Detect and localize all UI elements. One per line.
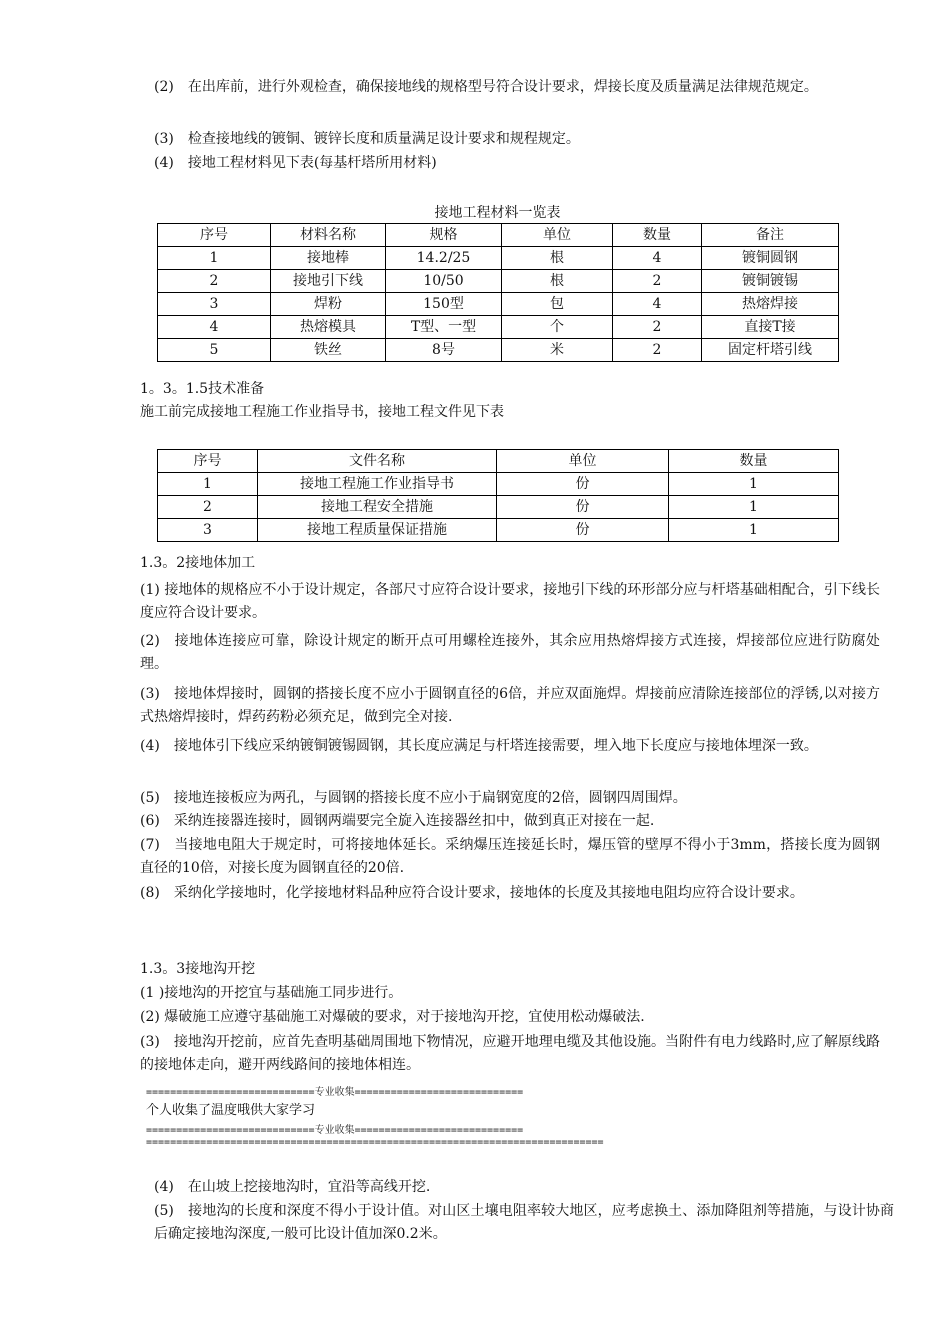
table-cell: 1 xyxy=(158,247,271,270)
table-cell: 热熔模具 xyxy=(271,316,386,339)
watermark-text: 个人收集了温度哦供大家学习 xyxy=(146,1103,316,1118)
paragraph-outbound-inspection: (2) 在出库前，进行外观检查，确保接地线的规格型号符合设计要求，焊接长度及质量满足法律规范规定。 xyxy=(154,79,818,95)
table-cell: 3 xyxy=(158,519,258,542)
col-header-index: 序号 xyxy=(158,450,258,473)
list-item: (4) 接地体引下线应采纳镀铜镀锡圆钢，其长度应满足与杆塔连接需要，埋入地下长度应与接地体埋深一致。 xyxy=(140,738,818,754)
table-cell: 铁丝 xyxy=(271,339,386,362)
table-cell: 14.2/25 xyxy=(386,247,502,270)
table-row xyxy=(158,316,839,339)
table-cell: 接地工程质量保证措施 xyxy=(258,519,497,542)
table-cell: 1 xyxy=(669,473,839,496)
list-item: (2) 接地体连接应可靠，除设计规定的断开点可用螺栓连接外，其余应用热熔焊接方式连接，焊接部位应进行防腐处理。 xyxy=(140,633,880,672)
col-header-unit: 单位 xyxy=(502,224,613,247)
table-cell: 8号 xyxy=(386,339,502,362)
table-header-row xyxy=(158,450,839,473)
table-header-row xyxy=(158,224,839,247)
table-cell: 焊粉 xyxy=(271,293,386,316)
table-cell: 个 xyxy=(502,316,613,339)
table-cell: 4 xyxy=(613,247,702,270)
table-cell: 接地棒 xyxy=(271,247,386,270)
table-row xyxy=(158,293,839,316)
table-cell: 5 xyxy=(158,339,271,362)
section-heading-technical-prep: 1。3。1.5技术准备 xyxy=(140,381,265,397)
table-cell: 包 xyxy=(502,293,613,316)
list-item: (3) 接地体焊接时，圆钢的搭接长度不应小于圆钢直径的6倍，并应双面施焊。焊接前应清除连接部位的浮锈,以对接方式热熔焊接时，焊药药粉必须充足，做到完全对接. xyxy=(140,686,880,725)
table-cell: 份 xyxy=(497,519,669,542)
col-header-document: 文件名称 xyxy=(258,450,497,473)
table-row xyxy=(158,473,839,496)
table-cell: 镀铜镀锡 xyxy=(702,270,839,293)
table-cell: 热熔焊接 xyxy=(702,293,839,316)
table-cell: 份 xyxy=(497,496,669,519)
table-cell: 2 xyxy=(613,270,702,293)
paragraph-galvanize-check: (3) 检查接地线的镀铜、镀锌长度和质量满足设计要求和规程规定。 xyxy=(154,131,580,147)
col-header-unit: 单位 xyxy=(497,450,669,473)
list-item: (3) 接地沟开挖前，应首先查明基础周围地下物情况，应避开地理电缆及其他设施。当附件有电力线路时,应了解原线路的接地体走向，避开两线路间的接地体相连。 xyxy=(140,1034,880,1073)
table-cell: 固定杆塔引线 xyxy=(702,339,839,362)
table-cell: 根 xyxy=(502,247,613,270)
table-cell: 150型 xyxy=(386,293,502,316)
materials-table xyxy=(157,223,839,362)
section-heading-grounding-processing: 1.3。2接地体加工 xyxy=(140,555,256,571)
list-item: (4) 在山坡上挖接地沟时，宜沿等高线开挖. xyxy=(154,1179,431,1195)
table-cell: 2 xyxy=(613,339,702,362)
paragraph-technical-prep: 施工前完成接地工程施工作业指导书，接地工程文件见下表 xyxy=(140,404,504,420)
list-item: (2) 爆破施工应遵守基础施工对爆破的要求，对于接地沟开挖，宜使用松动爆破法. xyxy=(140,1009,645,1025)
table-cell: 10/50 xyxy=(386,270,502,293)
list-item: (6) 采纳连接器连接时，圆钢两端要完全旋入连接器丝扣中，做到真正对接在一起. xyxy=(140,813,655,829)
table-cell: 2 xyxy=(613,316,702,339)
documents-table xyxy=(157,449,839,542)
table-cell: 1 xyxy=(669,519,839,542)
watermark-line: ============================专业收集============================ xyxy=(146,1087,524,1098)
table-row xyxy=(158,270,839,293)
list-item: (5) 接地连接板应为两孔，与圆钢的搭接长度不应小于扁钢宽度的2倍，圆钢四周围焊。 xyxy=(140,790,687,806)
table-cell: 接地引下线 xyxy=(271,270,386,293)
list-item: (5) 接地沟的长度和深度不得小于设计值。对山区土壤电阻率较大地区，应考虑换土、添加降阻剂等措施，与设计协商后确定接地沟深度,一般可比设计值加深0.2米。 xyxy=(154,1203,894,1242)
table-cell: 3 xyxy=(158,293,271,316)
table-cell: 4 xyxy=(613,293,702,316)
table-cell: 直接T接 xyxy=(702,316,839,339)
table-row xyxy=(158,339,839,362)
table-caption: 接地工程材料一览表 xyxy=(434,205,561,221)
col-header-spec: 规格 xyxy=(386,224,502,247)
table-cell: 米 xyxy=(502,339,613,362)
col-header-quantity: 数量 xyxy=(613,224,702,247)
col-header-remark: 备注 xyxy=(702,224,839,247)
table-cell: 根 xyxy=(502,270,613,293)
col-header-index: 序号 xyxy=(158,224,271,247)
list-item: (8) 采纳化学接地时，化学接地材料品种应符合设计要求，接地体的长度及其接地电阻均应符合设计要求。 xyxy=(140,885,804,901)
table-row xyxy=(158,247,839,270)
table-cell: 2 xyxy=(158,496,258,519)
table-cell: 份 xyxy=(497,473,669,496)
table-row xyxy=(158,496,839,519)
table-cell: 1 xyxy=(158,473,258,496)
list-item: (1 )接地沟的开挖宜与基础施工同步进行。 xyxy=(140,985,403,1001)
paragraph-material-intro: (4) 接地工程材料见下表(每基杆塔所用材料) xyxy=(154,155,437,171)
table-row xyxy=(158,519,839,542)
table-cell: 镀铜圆钢 xyxy=(702,247,839,270)
table-cell: 1 xyxy=(669,496,839,519)
table-cell: 接地工程安全措施 xyxy=(258,496,497,519)
table-cell: T型、一型 xyxy=(386,316,502,339)
table-cell: 2 xyxy=(158,270,271,293)
table-cell: 接地工程施工作业指导书 xyxy=(258,473,497,496)
section-heading-trench-excavation: 1.3。3接地沟开挖 xyxy=(140,961,256,977)
list-item: (7) 当接地电阻大于规定时，可将接地体延长。采纳爆压连接延长时，爆压管的壁厚不得小于3mm，搭接长度为圆钢直径的10倍，对接长度为圆钢直径的20倍. xyxy=(140,837,880,876)
watermark-line: ============================专业收集============================ xyxy=(146,1125,524,1136)
list-item: (1) 接地体的规格应不小于设计规定，各部尺寸应符合设计要求，接地引下线的环形部分应与杆塔基础相配合，引下线长度应符合设计要求。 xyxy=(140,582,880,621)
col-header-material: 材料名称 xyxy=(271,224,386,247)
watermark-line: ============================================================================ xyxy=(146,1137,604,1148)
col-header-quantity: 数量 xyxy=(669,450,839,473)
table-cell: 4 xyxy=(158,316,271,339)
